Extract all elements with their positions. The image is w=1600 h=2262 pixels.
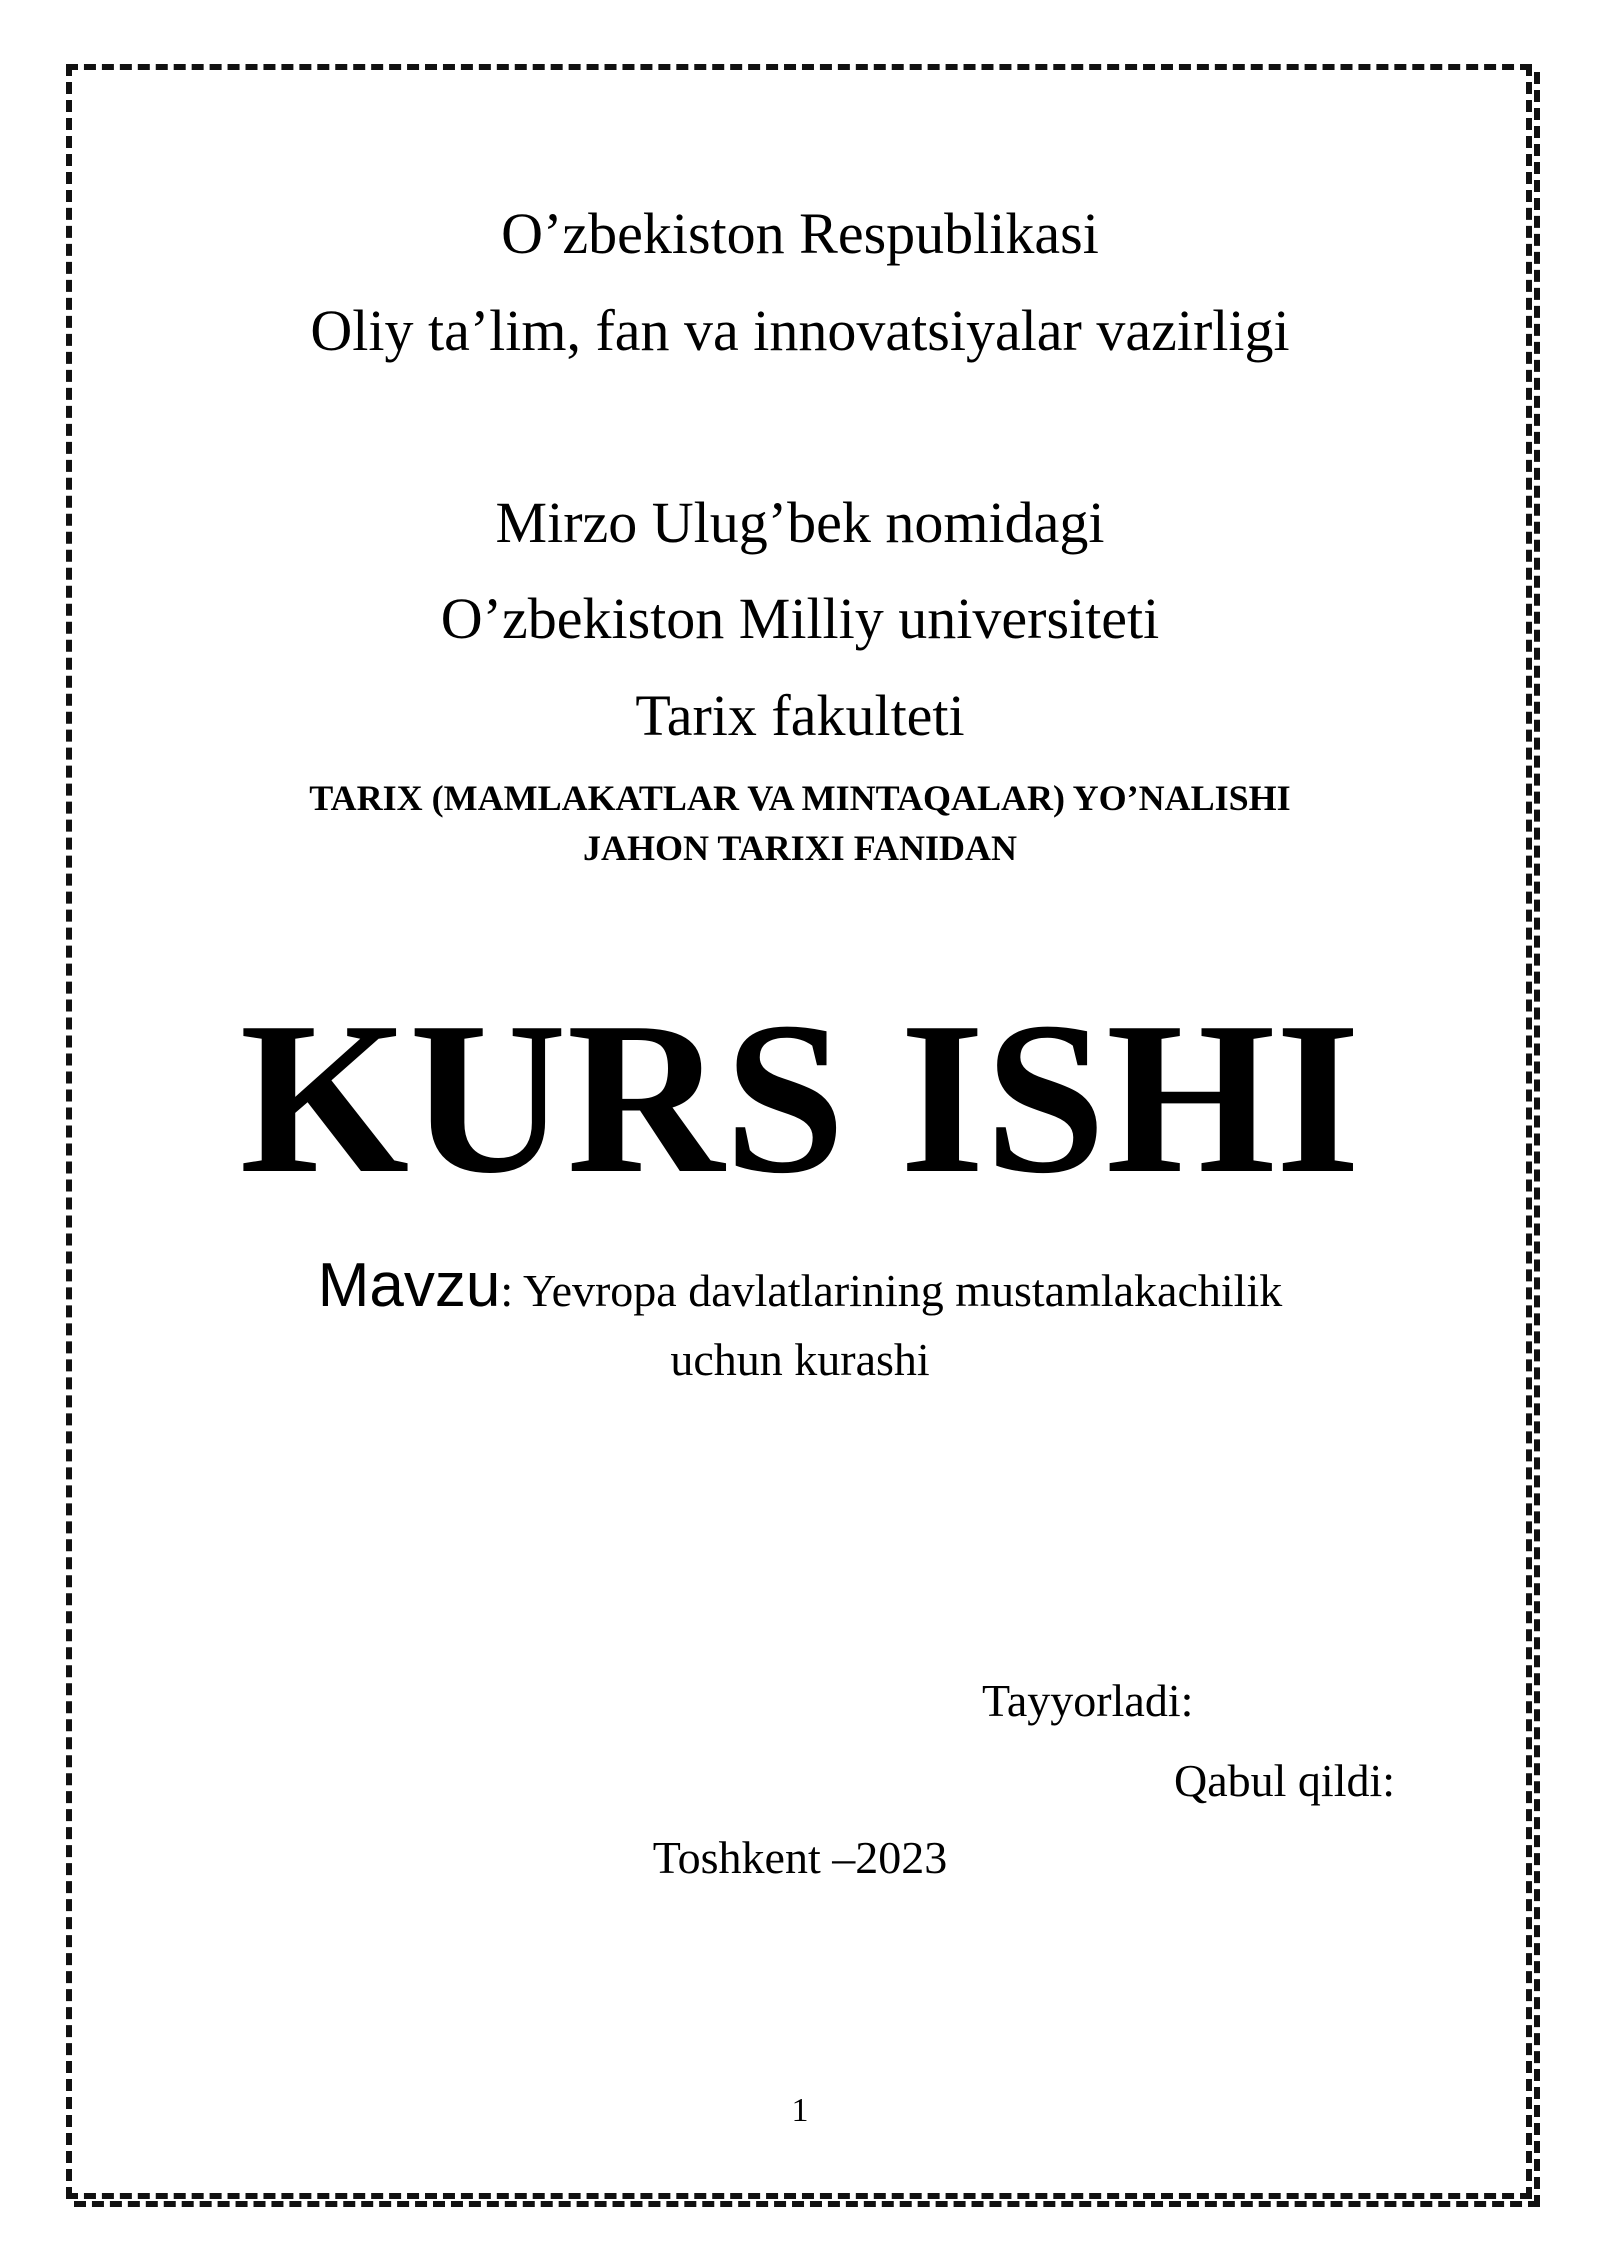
subject-name: JAHON TARIXI FANIDAN xyxy=(582,828,1018,868)
page-number: 1 xyxy=(791,2092,809,2129)
topic-line1 xyxy=(0,1251,1600,1320)
topic-label: Mavzu xyxy=(317,1251,501,1320)
topic-separator: : xyxy=(500,1265,523,1316)
topic-text-line2: uchun kurashi xyxy=(670,1334,930,1385)
university-name-line2: O’zbekiston Milliy universiteti xyxy=(440,586,1160,651)
topic-text-line1: Yevropa davlatlarining mustamlakachilik xyxy=(522,1265,1283,1316)
university-name-line1: Mirzo Ulug’bek nomidagi xyxy=(495,490,1105,555)
country-name: O’zbekiston Respublikasi xyxy=(501,201,1099,266)
document-title: KURS ISHI xyxy=(239,978,1361,1219)
prepared-by-label: Tayyorladi: xyxy=(982,1675,1194,1726)
place-year: Toshkent –2023 xyxy=(652,1832,948,1883)
accepted-by-label: Qabul qildi: xyxy=(1174,1755,1396,1806)
faculty-name: Tarix fakulteti xyxy=(635,683,965,748)
ministry-name: Oliy ta’lim, fan va innovatsiyalar vazirligi xyxy=(310,298,1290,363)
direction-name: TARIX (MAMLAKATLAR VA MINTAQALAR) YO’NALISHI xyxy=(309,778,1291,818)
